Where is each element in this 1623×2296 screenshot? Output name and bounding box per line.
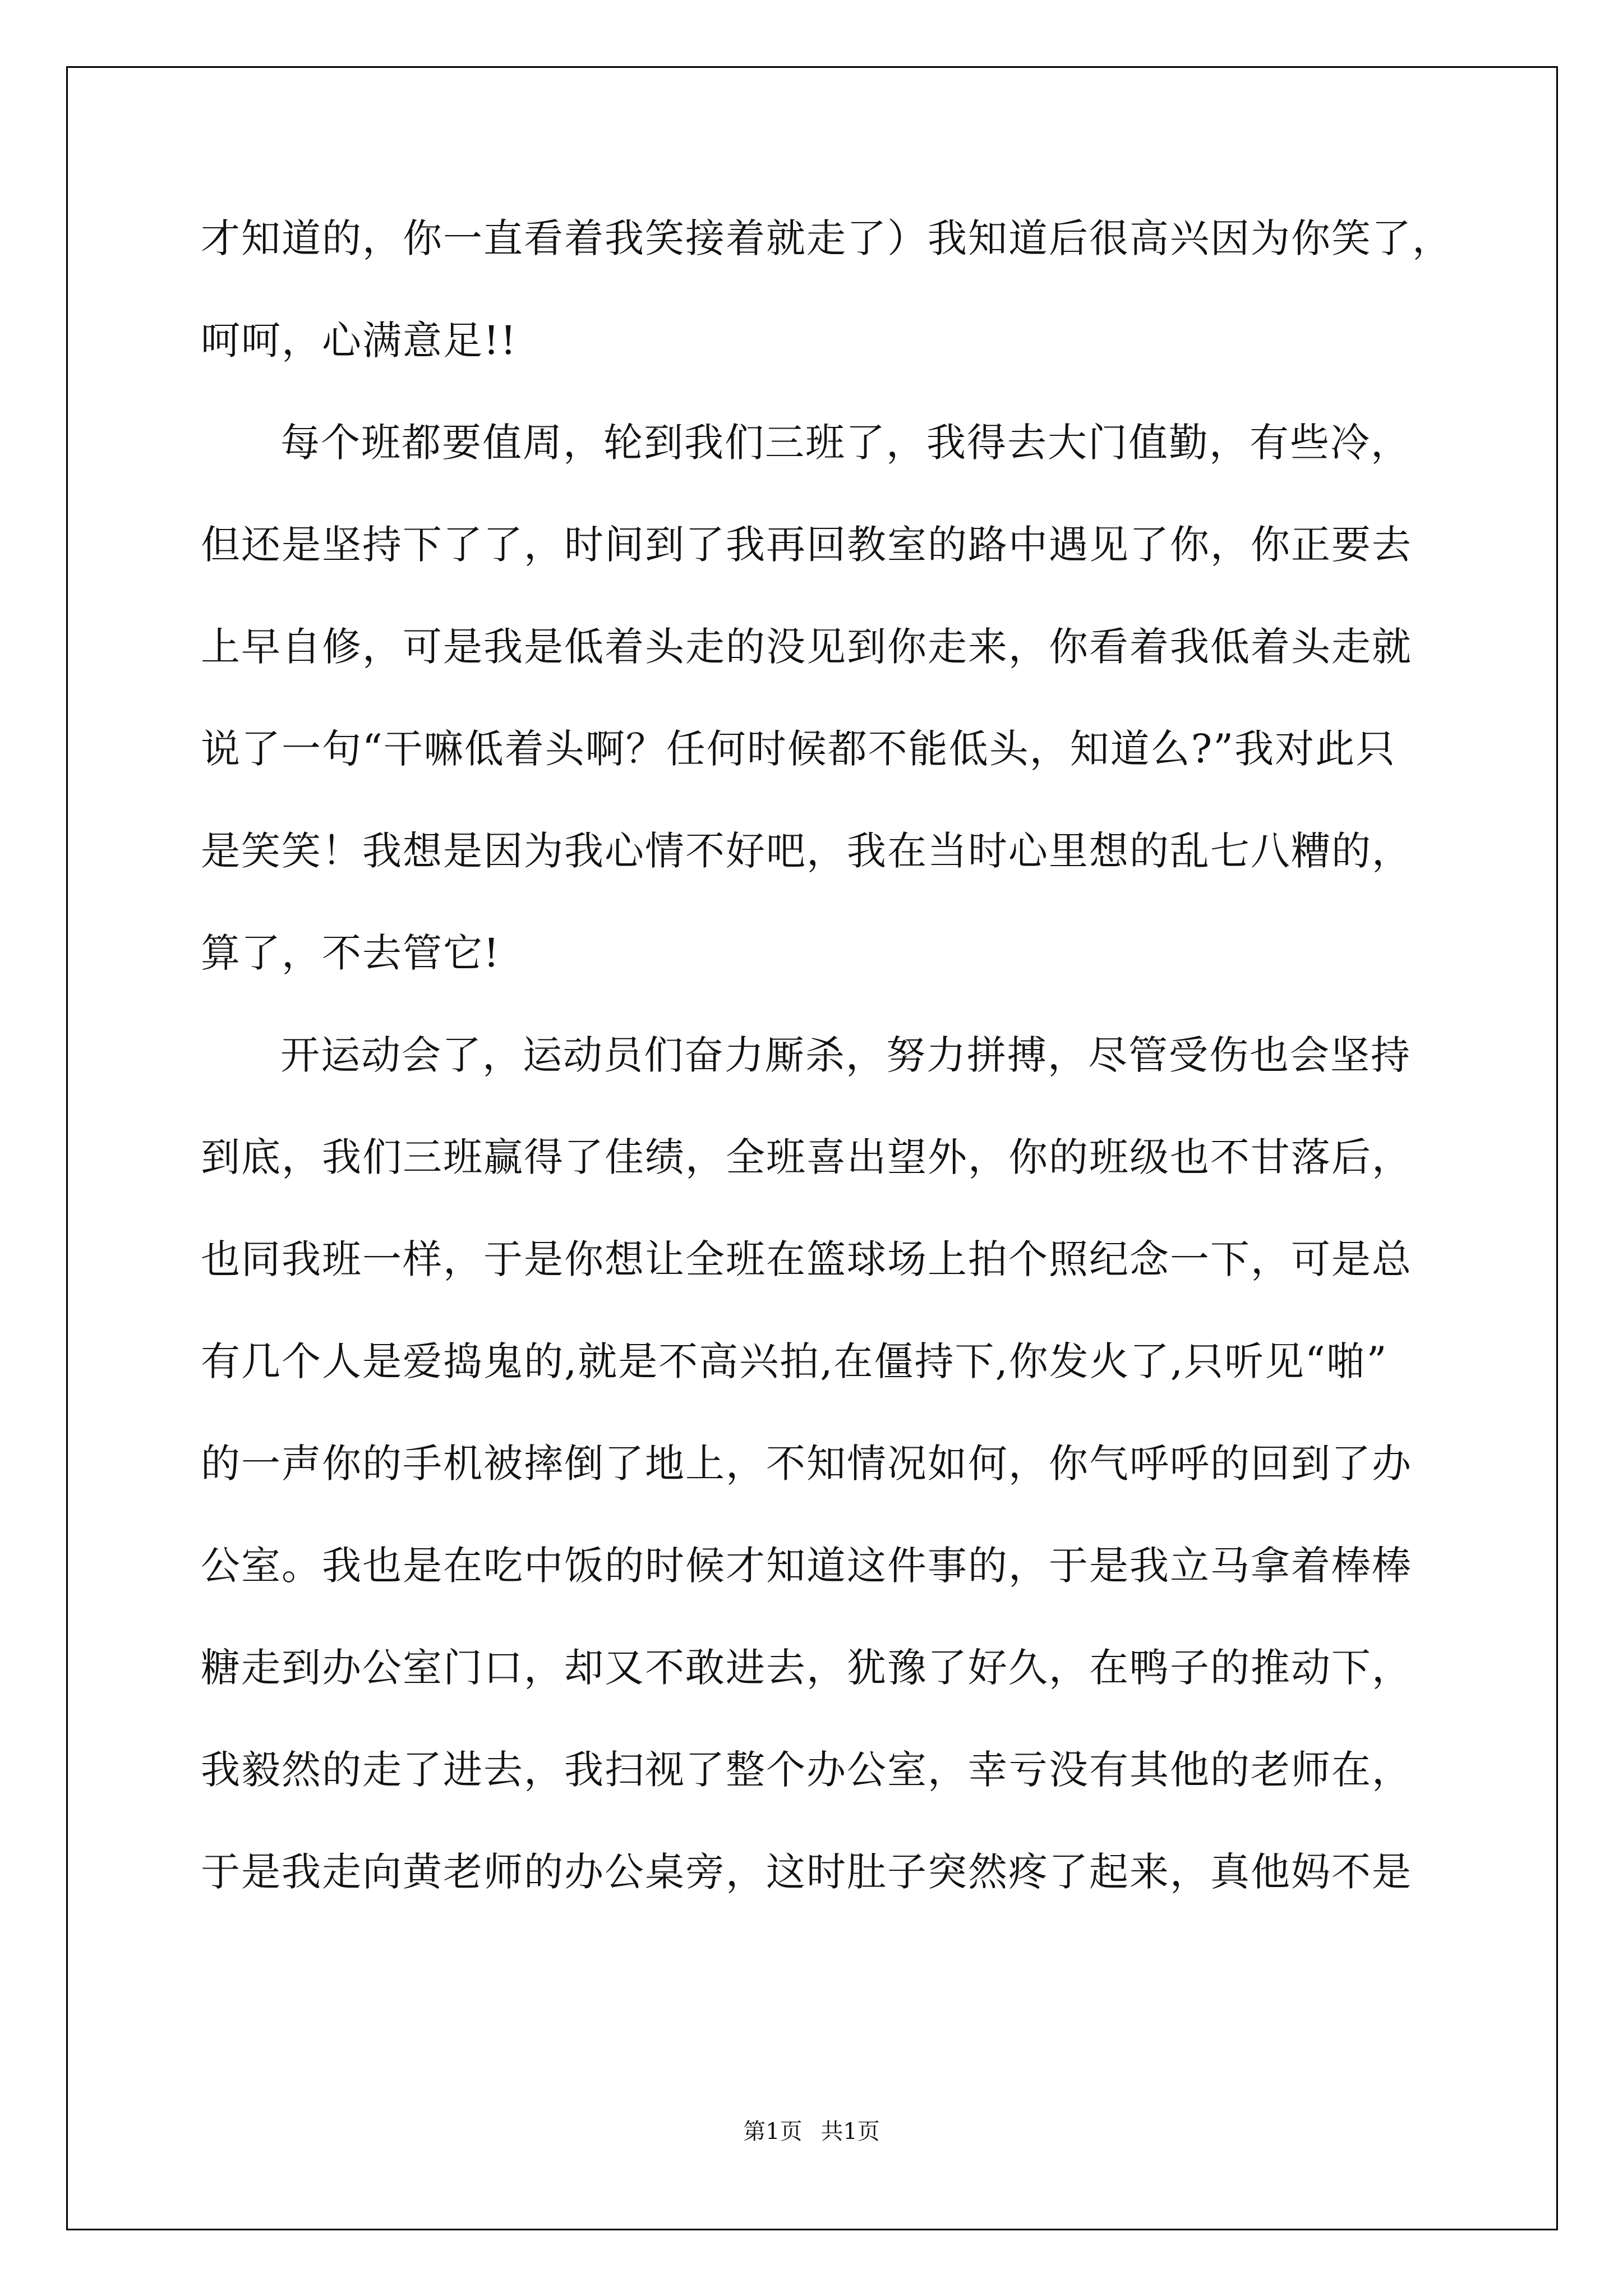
text-line: 算了，不去管它!: [201, 930, 501, 976]
text-line: 糖走到办公室门口，却又不敢进去，犹豫了好久，在鸭子的推动下，: [201, 1645, 1412, 1691]
text-line: 但还是坚持下了了，时间到了我再回教室的路中遇见了你，你正要去: [201, 522, 1412, 568]
text-line: 才知道的，你一直看着我笑接着就走了）我知道后很高兴因为你笑了，: [201, 215, 1453, 261]
text-line: 于是我走向黄老师的办公桌旁，这时肚子突然疼了起来，真他妈不是: [201, 1849, 1412, 1895]
text-line: 是笑笑！我想是因为我心情不好吧，我在当时心里想的乱七八糟的，: [201, 828, 1412, 874]
paragraph-first-line: 开运动会了，运动员们奋力厮杀，努力拼搏，尽管受伤也会坚持: [280, 1032, 1411, 1078]
text-line: 我毅然的走了进去，我扫视了整个办公室，幸亏没有其他的老师在，: [201, 1747, 1412, 1793]
text-line: 有几个人是爱捣鬼的,就是不高兴拍,在僵持下,你发火了,只听见“啪”: [201, 1338, 1388, 1384]
text-line: 到底，我们三班赢得了佳绩，全班喜出望外，你的班级也不甘落后，: [201, 1134, 1412, 1180]
text-line: 上早自修，可是我是低着头走的没见到你走来，你看着我低着头走就: [201, 624, 1412, 670]
text-line: 呵呵，心满意足!!: [201, 318, 518, 364]
text-line: 公室。我也是在吃中饭的时候才知道这件事的，于是我立马拿着棒棒: [201, 1543, 1412, 1589]
paragraph-first-line: 每个班都要值周，轮到我们三班了，我得去大门值勤，有些冷，: [280, 420, 1411, 466]
text-line: 也同我班一样，于是你想让全班在篮球场上拍个照纪念一下，可是总: [201, 1236, 1412, 1282]
page-number-footer: 第1页 共1页: [743, 2119, 880, 2145]
text-line: 的一声你的手机被摔倒了地上，不知情况如何，你气呼呼的回到了办: [201, 1441, 1412, 1487]
text-line: 说了一句“干嘛低着头啊？任何时候都不能低头，知道么?”我对此只: [201, 726, 1396, 772]
